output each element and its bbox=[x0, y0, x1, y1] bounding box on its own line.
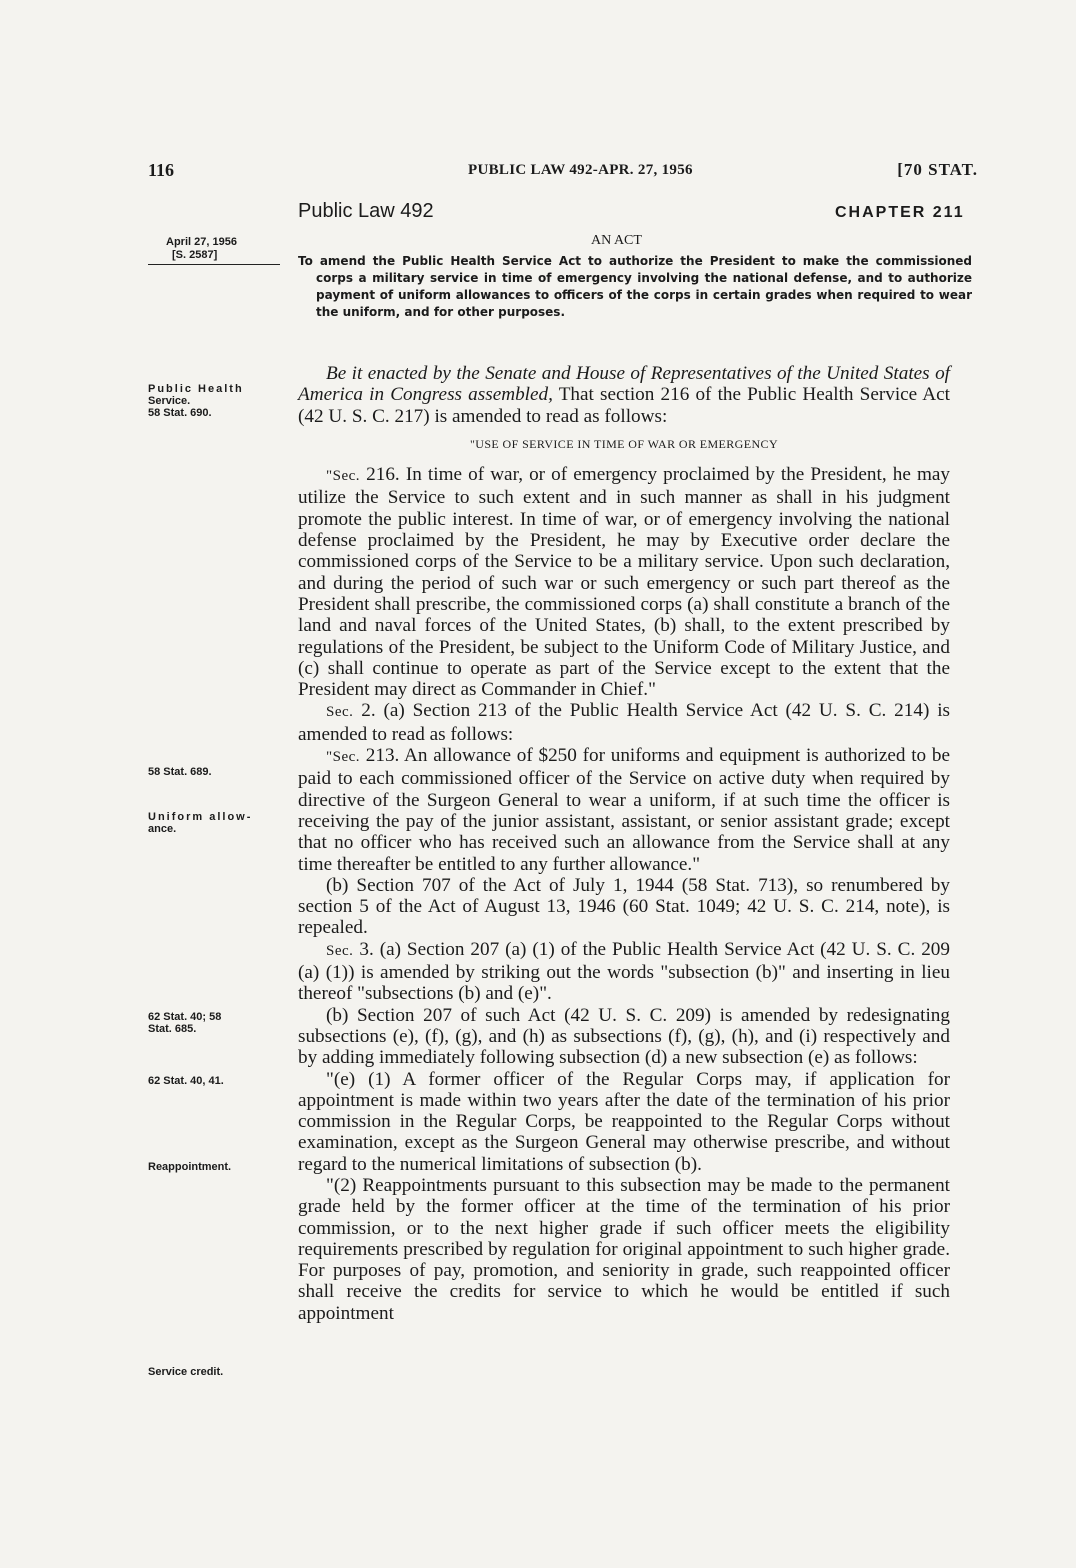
act-body bbox=[298, 363, 950, 1324]
running-head bbox=[148, 160, 978, 190]
law-name: Public Law 492 bbox=[298, 200, 434, 222]
enacting-clause: Be it enacted by the Senate and House of Representatives of the United States of America in Congress assembled, That section 216 of the Public Health Service Act (42 U. S. C. 217) is amended to read as follows: bbox=[298, 363, 950, 427]
section-heading: "USE OF SERVICE IN TIME OF WAR OR EMERGENCY bbox=[469, 436, 779, 451]
margin-note-58-stat-689: 58 Stat. 689. bbox=[148, 766, 212, 778]
subsection-e2: "(2) Reappointments pursuant to this subsection may be made to the permanent grade held by the former officer at the time of the termination of his prior commission, or to the next higher grade if such officer meets the eligibility requirements prescribed by regulation for original appointment to such higher grade. For purposes of pay, promotion, and seniority in grade, such reappointed officer shall receive the credits for service to which he would be entitled if such appointment bbox=[298, 1174, 950, 1324]
bill-number: [S. 2587] bbox=[172, 249, 218, 261]
act-purpose: To amend the Public Health Service Act to authorize the President to make the commissioned corps a military service in time of emergency involving the national defense, and to authorize payment of uniform allowances to officers of the corps in certain grades when required to wear the uniform, and for other purposes. bbox=[298, 254, 972, 319]
statute-volume: [70 STAT. bbox=[897, 160, 978, 179]
margin-note-62-stat-40: 62 Stat. 40; 58 Stat. 685. bbox=[148, 1011, 222, 1035]
chapter-number: CHAPTER 211 bbox=[835, 204, 965, 221]
margin-note-service-credit: Service credit. bbox=[148, 1366, 224, 1378]
approval-date: April 27, 1956 bbox=[166, 236, 237, 248]
margin-note-uniform-allowance: Uniform allow- ance. bbox=[148, 811, 253, 835]
section-3a: Sec. 3. (a) Section 207 (a) (1) of the Public Health Service Act (42 U. S. C. 209 (a) (1)) is amended by striking out the words "subsection (b)" and inserting in lieu thereof "subsections (b) and (e)". bbox=[298, 938, 950, 1005]
running-title: PUBLIC LAW 492-APR. 27, 1956 bbox=[468, 162, 693, 178]
section-213: "Sec. 213. An allowance of $250 for uniforms and equipment is authorized to be paid to each commissioned officer of the Service on active duty when required by directive of the Surgeon General to wear a uniform, if at such time the officer is receiving the pay of the junior assistant, assistant, or senior assistant grade; except that no officer who has received such an allowance from the Service shall at any time thereafter be entitled to any further allowance." bbox=[298, 745, 950, 875]
approval-date-block bbox=[148, 236, 280, 265]
margin-note-reappointment: Reappointment. bbox=[148, 1161, 232, 1173]
margin-note-public-health: Public Health Service. 58 Stat. 690. bbox=[148, 383, 244, 419]
subsection-e1: "(e) (1) A former officer of the Regular Corps may, if application for appointment is made within two years after the date of the termination of his prior commission in the Regular Corps, be reappointed to the Regular Corps without examination, except as the Surgeon General may otherwise prescribe, and without regard to the numerical limitations of subsection (b). bbox=[298, 1068, 950, 1175]
section-216: "Sec. 216. In time of war, or of emergency proclaimed by the President, he may utilize the Service to such extent and in such manner as shall in his judgment promote the public interest. In time of war, or of emergency involving the national defense proclaimed by the President, he may by Executive order declare the commissioned corps of the Service to be a military service. Upon such declaration, and during the period of such war or such emergency or such part thereof as the President shall prescribe, the commissioned corps (a) shall constitute a branch of the land and naval forces of the United States, (b) shall, to the extent prescribed by regulations of the President, be subject to the Uniform Code of Military Justice, and (c) shall continue to operate as part of the Service except to the extent that the President may direct as Commander in Chief." bbox=[298, 464, 950, 701]
margin-note-62-stat-40-41: 62 Stat. 40, 41. bbox=[148, 1075, 224, 1087]
section-2b: (b) Section 707 of the Act of July 1, 1944 (58 Stat. 713), so renumbered by section 5 of the Act of August 13, 1946 (60 Stat. 1049; 42 U. S. C. 214, note), is repealed. bbox=[298, 874, 950, 939]
section-2a: Sec. 2. (a) Section 213 of the Public Health Service Act (42 U. S. C. 214) is amended to read as follows: bbox=[298, 700, 950, 745]
page-number: 116 bbox=[148, 160, 175, 180]
section-3b: (b) Section 207 of such Act (42 U. S. C. 209) is amended by redesignating subsections (e), (f), (g), and (h) as subsections (f), (g), (h), and (i) respectively and by adding immediately following subsection (d) a new subsection (e) as follows: bbox=[298, 1004, 950, 1069]
an-act-heading: AN ACT bbox=[591, 233, 642, 248]
